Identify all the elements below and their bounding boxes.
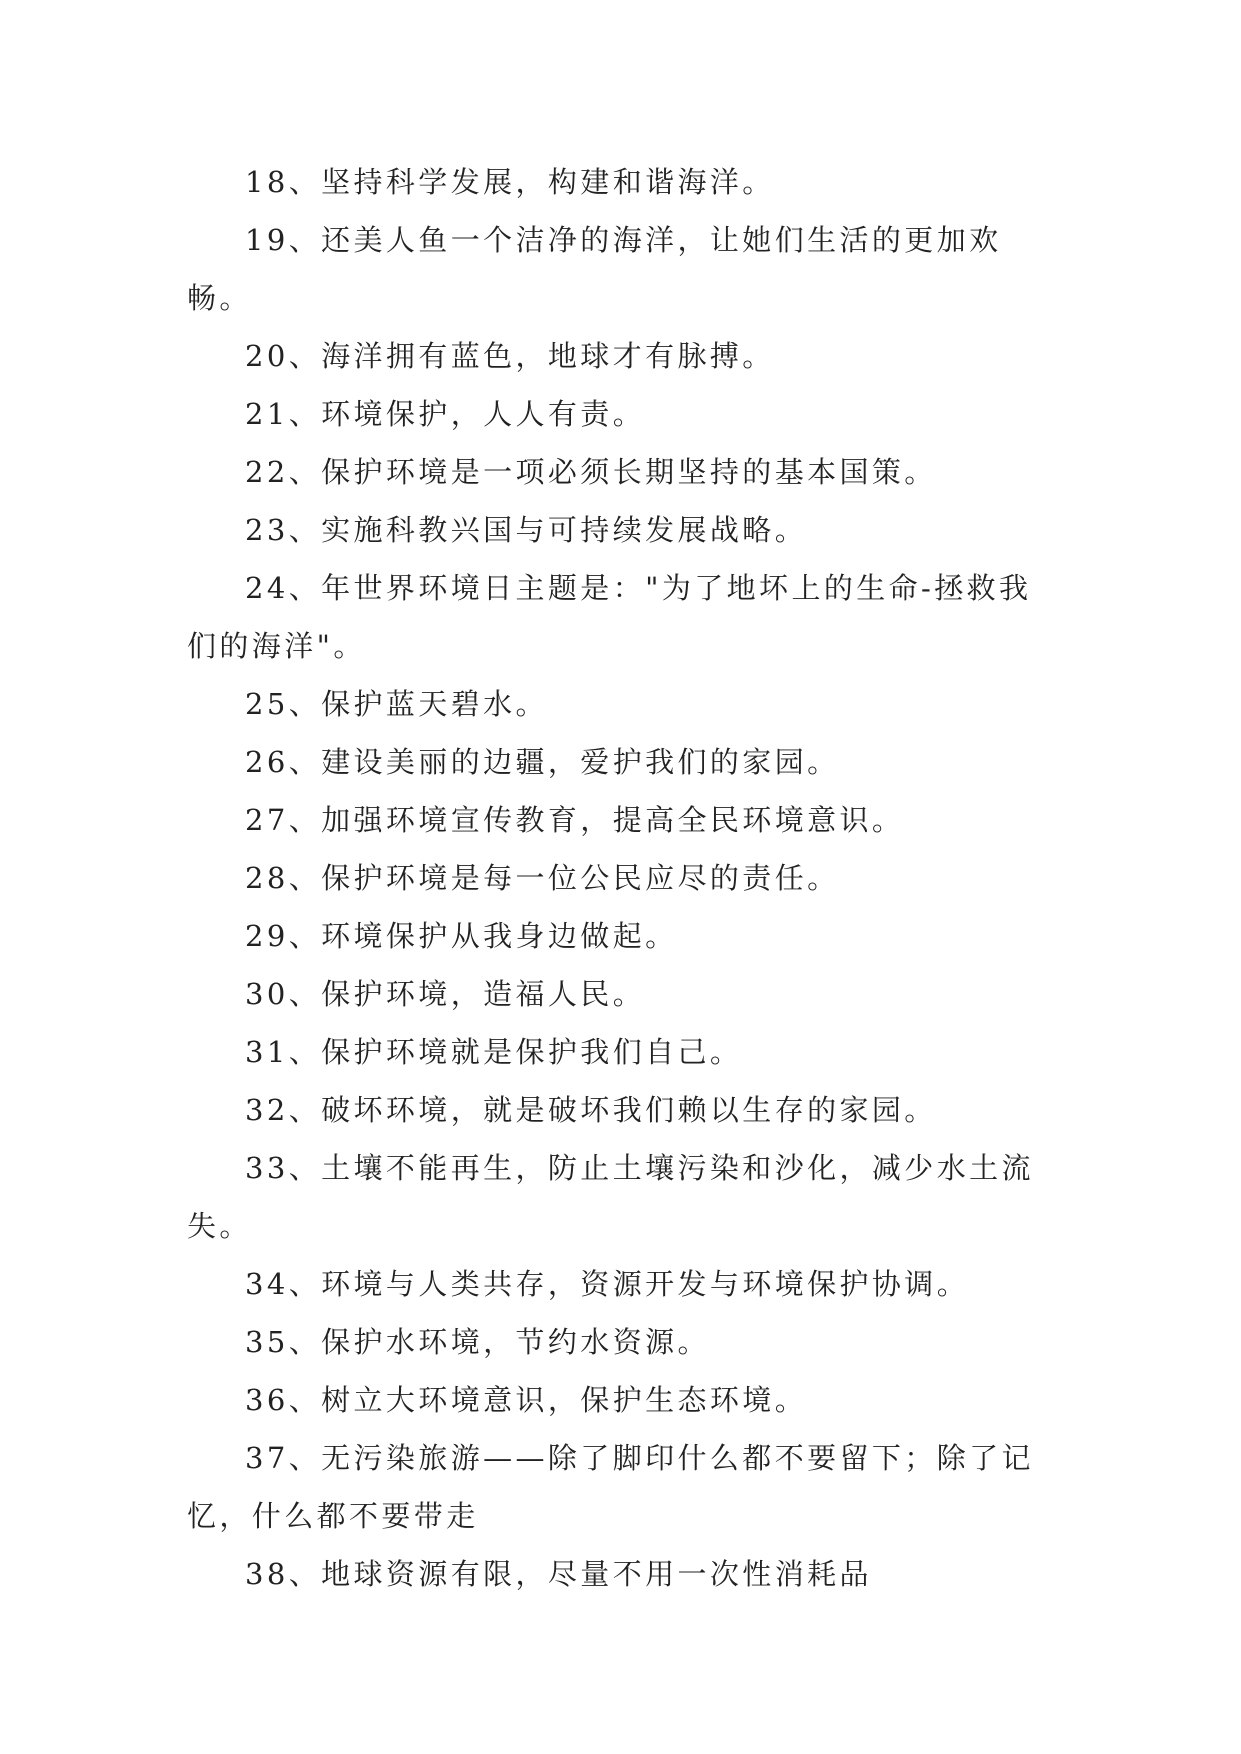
paragraph-33: 33、土壤不能再生，防止土壤污染和沙化，减少水土流失。 xyxy=(187,1151,1034,1243)
paragraph-32: 32、破坏环境，就是破坏我们赖以生存的家园。 xyxy=(245,1093,937,1127)
paragraph-22: 22、保护环境是一项必须长期坚持的基本国策。 xyxy=(245,455,937,489)
paragraph-37: 37、无污染旅游——除了脚印什么都不要留下；除了记忆，什么都不要带走 xyxy=(187,1441,1034,1533)
document-body xyxy=(187,153,1057,1603)
paragraph-34: 34、环境与人类共存，资源开发与环境保护协调。 xyxy=(245,1267,970,1301)
paragraph-31: 31、保护环境就是保护我们自己。 xyxy=(245,1035,743,1069)
paragraph-24: 24、年世界环境日主题是："为了地坏上的生命-拯救我们的海洋"。 xyxy=(187,571,1032,663)
paragraph-18: 18、坚持科学发展，构建和谐海洋。 xyxy=(245,165,775,199)
paragraph-20: 20、海洋拥有蓝色，地球才有脉搏。 xyxy=(245,339,775,373)
paragraph-29: 29、环境保护从我身边做起。 xyxy=(245,919,678,953)
paragraph-23: 23、实施科教兴国与可持续发展战略。 xyxy=(245,513,808,547)
paragraph-30: 30、保护环境，造福人民。 xyxy=(245,977,646,1011)
paragraph-38: 38、地球资源有限，尽量不用一次性消耗品 xyxy=(245,1557,872,1591)
paragraph-21: 21、环境保护，人人有责。 xyxy=(245,397,646,431)
paragraph-26: 26、建设美丽的边疆，爱护我们的家园。 xyxy=(245,745,840,779)
paragraph-36: 36、树立大环境意识，保护生态环境。 xyxy=(245,1383,808,1417)
paragraph-27: 27、加强环境宣传教育，提高全民环境意识。 xyxy=(245,803,905,837)
paragraph-19: 19、还美人鱼一个洁净的海洋，让她们生活的更加欢畅。 xyxy=(187,223,1002,315)
paragraph-35: 35、保护水环境，节约水资源。 xyxy=(245,1325,710,1359)
paragraph-28: 28、保护环境是每一位公民应尽的责任。 xyxy=(245,861,840,895)
paragraph-25: 25、保护蓝天碧水。 xyxy=(245,687,548,721)
